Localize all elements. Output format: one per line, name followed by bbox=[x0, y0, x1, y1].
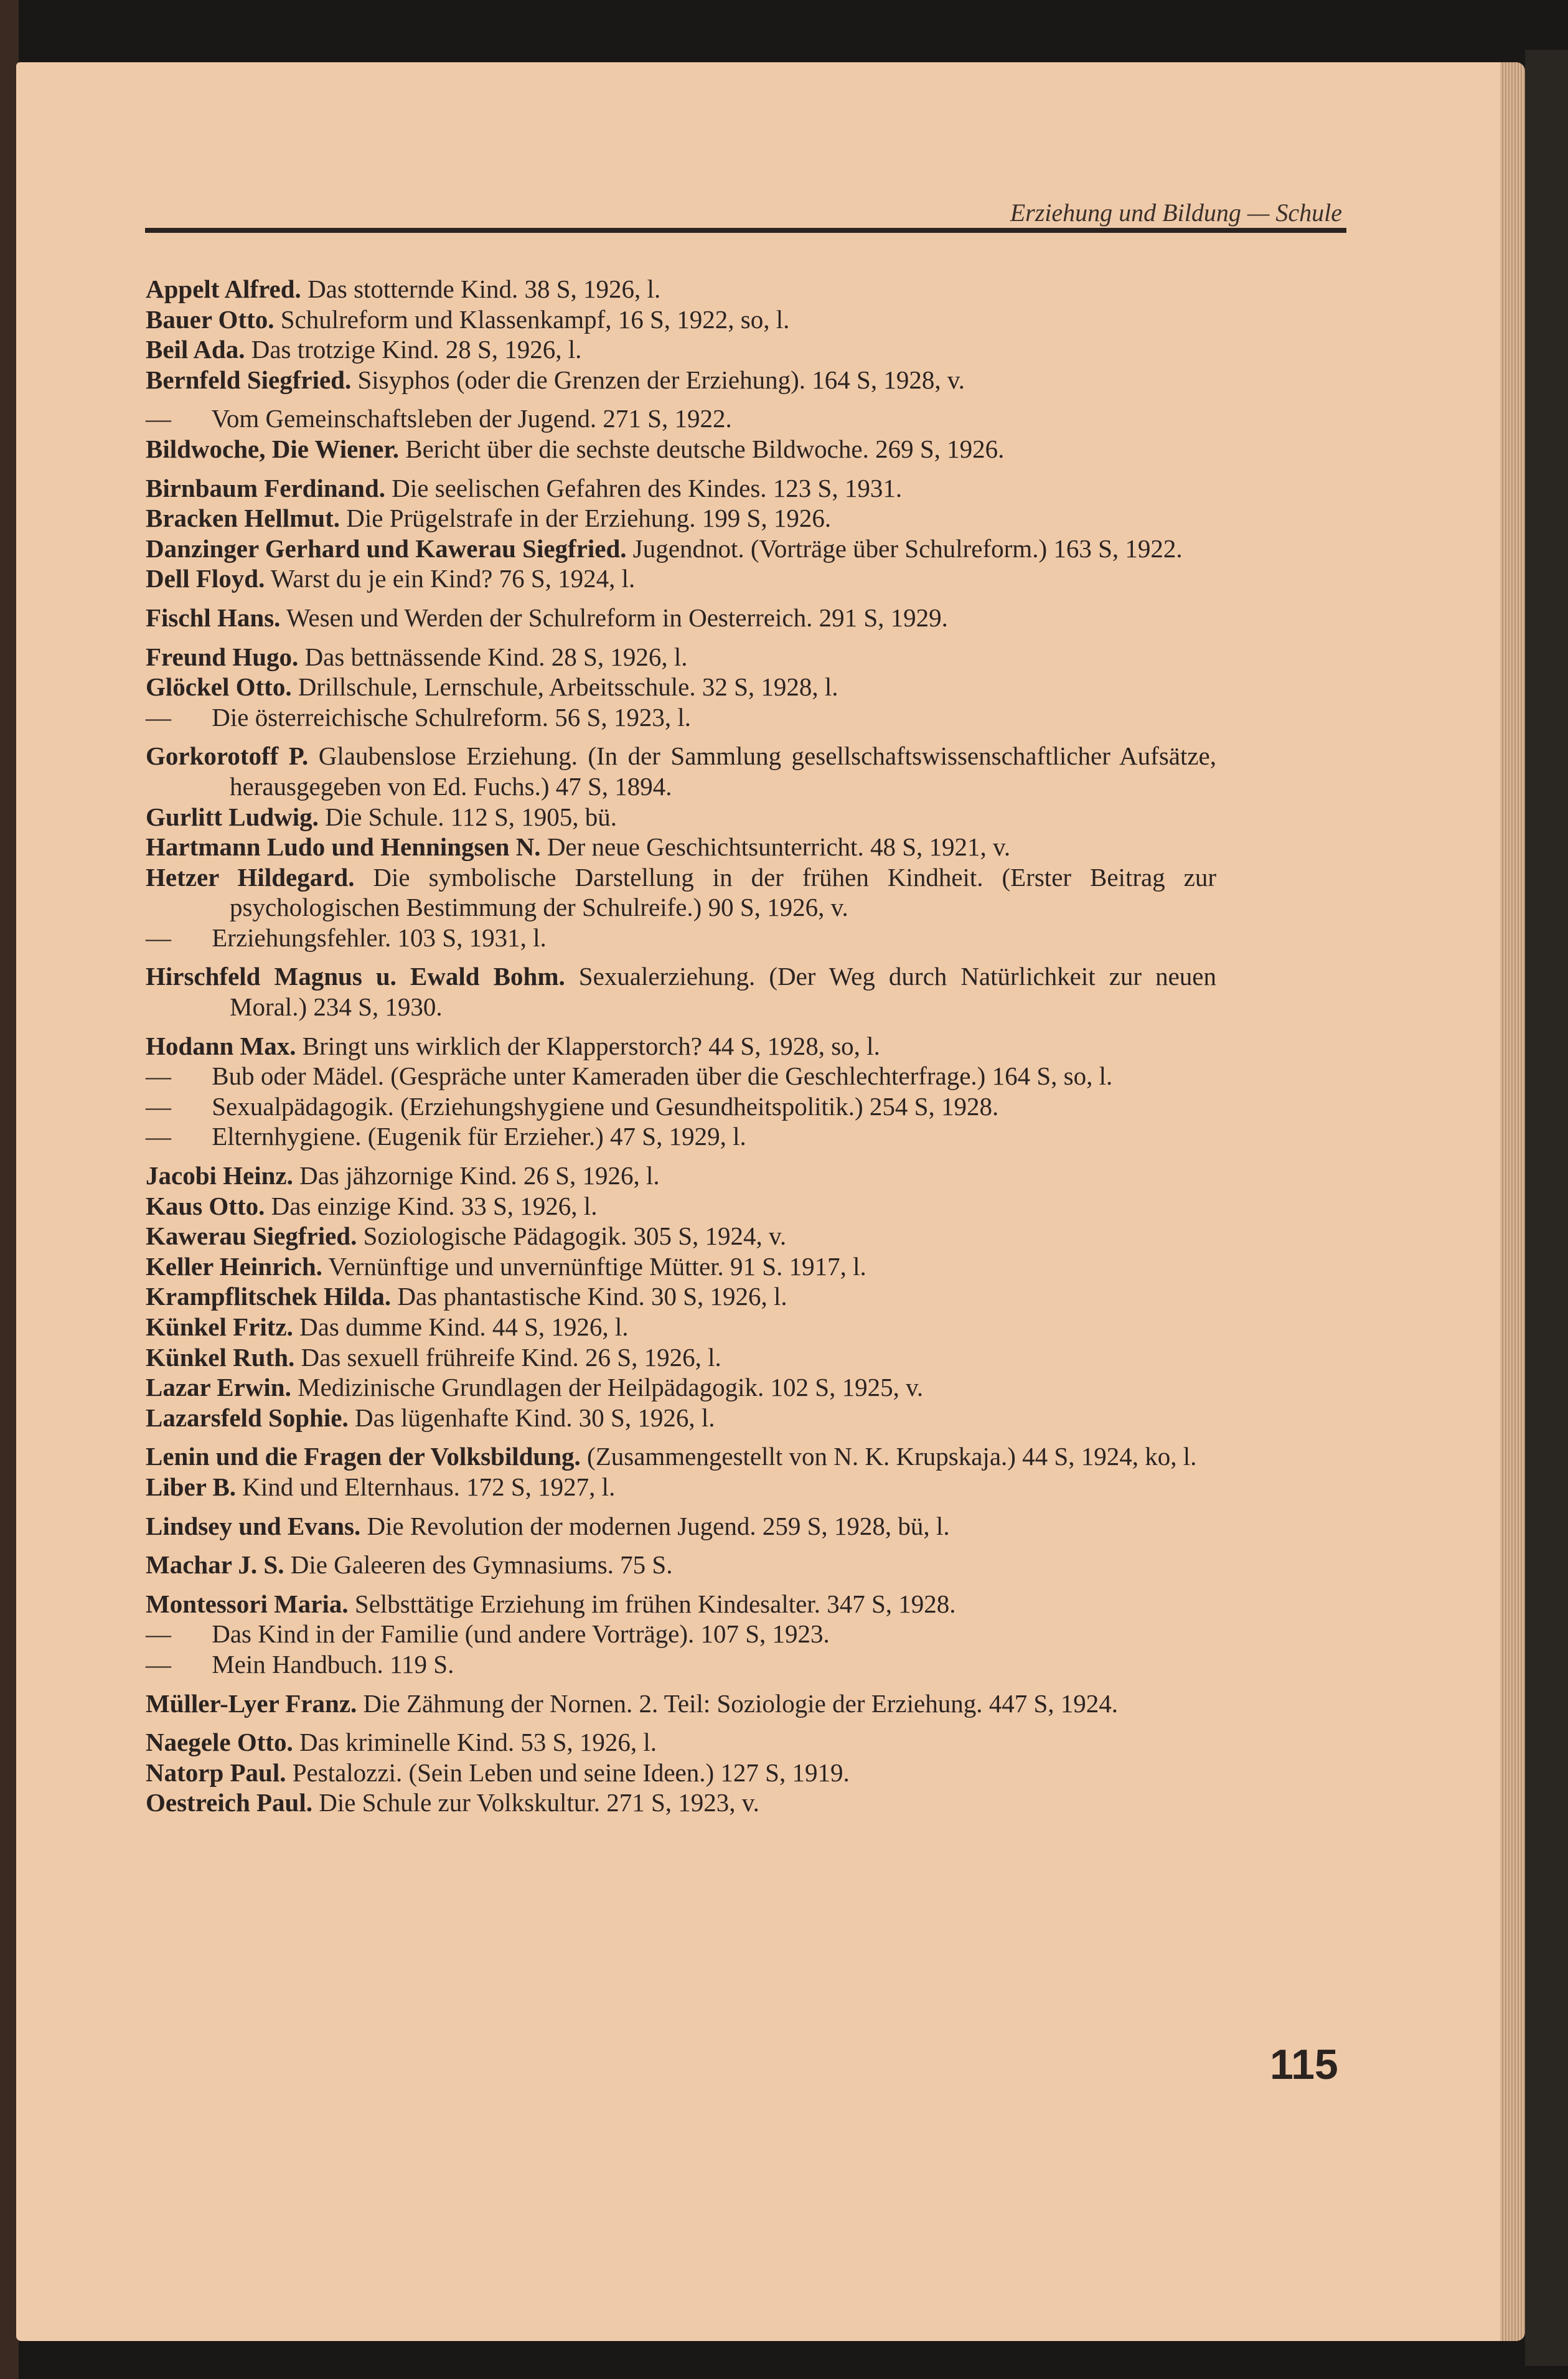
entry-text: Elternhygiene. (Eugenik für Erzieher.) 47 S, 1929, l. bbox=[212, 1122, 746, 1151]
entry-text: Die Revolution der modernen Jugend. 259 S, 1928, bü, l. bbox=[367, 1511, 950, 1540]
entry-author: Fischl Hans. bbox=[146, 603, 281, 632]
entry-text: Bringt uns wirklich der Klapperstorch? 44 S, 1928, so, l. bbox=[302, 1031, 880, 1060]
entry-text: Die österreichische Schulreform. 56 S, 1923, l. bbox=[212, 702, 691, 732]
entry-text: Das trotzige Kind. 28 S, 1926, l. bbox=[251, 335, 582, 364]
entry-text: Pestalozzi. (Sein Leben und seine Ideen.) 127 S, 1919. bbox=[292, 1758, 850, 1787]
bibliography-entry bbox=[146, 923, 1216, 953]
bibliography-entry bbox=[146, 1758, 1216, 1788]
entry-text: Glaubenslose Erziehung. (In der Sammlung gesellschaftswissenschaftlicher Aufsätze, herausgegeben von Ed. Fuchs.) 47 S, 1894. bbox=[230, 742, 1217, 801]
entry-text: Sexualerziehung. (Der Weg durch Natürlichkeit zur neuen Moral.) 234 S, 1930. bbox=[230, 962, 1216, 1022]
bibliography-entry bbox=[146, 1550, 1216, 1580]
entry-author: Dell Floyd. bbox=[146, 564, 265, 593]
entry-text: Vom Gemeinschaftsleben der Jugend. 271 S, 1922. bbox=[211, 404, 732, 433]
entry-author: Natorp Paul. bbox=[146, 1758, 286, 1787]
entry-author: Müller-Lyer Franz. bbox=[146, 1689, 357, 1718]
entry-text: Die symbolische Darstellung in der frühen Kindheit. (Erster Beitrag zur psychologischen Bestimmung der Schulreife.) 90 S, 1926, v. bbox=[230, 862, 1216, 922]
bibliography-entry bbox=[146, 1281, 1216, 1312]
entry-text: Drillschule, Lernschule, Arbeitsschule. 32 S, 1928, l. bbox=[298, 672, 838, 702]
entry-text: Das jähzornige Kind. 26 S, 1926, l. bbox=[299, 1161, 660, 1190]
entry-text: Mein Handbuch. 119 S. bbox=[212, 1649, 454, 1679]
entry-author: Bernfeld Siegfried. bbox=[146, 365, 352, 394]
repeat-author-dash: — bbox=[146, 1649, 171, 1679]
bibliography-entry bbox=[146, 1312, 1216, 1342]
bibliography-entry bbox=[146, 274, 1216, 304]
bibliography-entry bbox=[146, 563, 1216, 594]
entry-author: Machar J. S. bbox=[146, 1550, 284, 1580]
header-rule bbox=[145, 228, 1346, 233]
entry-text: Schulreform und Klassenkampf, 16 S, 1922, so, l. bbox=[280, 304, 790, 334]
bibliography-entry bbox=[146, 1403, 1216, 1433]
entry-author: Liber B. bbox=[146, 1472, 237, 1501]
bibliography-entry bbox=[146, 832, 1216, 862]
bibliography-entry bbox=[146, 1511, 1216, 1542]
entry-text: Der neue Geschichtsunterricht. 48 S, 1921, v. bbox=[547, 832, 1011, 862]
repeat-author-dash: — bbox=[146, 702, 171, 732]
entry-author: Lazar Erwin. bbox=[146, 1373, 291, 1402]
bibliography-entry bbox=[146, 304, 1216, 335]
bibliography-entry bbox=[146, 1727, 1216, 1758]
entry-author: Kaus Otto. bbox=[146, 1191, 265, 1220]
entry-text: Sisyphos (oder die Grenzen der Erziehung). 164 S, 1928, v. bbox=[357, 365, 965, 394]
entry-author: Krampflitschek Hilda. bbox=[146, 1282, 392, 1311]
bibliography-entry bbox=[146, 534, 1216, 564]
bibliography-entry bbox=[146, 603, 1216, 633]
entry-author: Keller Heinrich. bbox=[146, 1251, 322, 1281]
entry-text: Erziehungsfehler. 103 S, 1931, l. bbox=[212, 923, 547, 952]
repeat-author-dash: — bbox=[146, 1062, 171, 1091]
bibliography-entry bbox=[146, 1251, 1216, 1282]
bibliography-entry bbox=[146, 334, 1216, 365]
bibliography-entry bbox=[146, 1788, 1216, 1818]
entry-text: Sexualpädagogik. (Erziehungshygiene und Gesundheitspolitik.) 254 S, 1928. bbox=[212, 1091, 999, 1121]
bibliography-entry bbox=[146, 1031, 1216, 1062]
entry-author: Beil Ada. bbox=[146, 335, 245, 364]
entry-author: Kawerau Siegfried. bbox=[146, 1222, 357, 1251]
entry-author: Jacobi Heinz. bbox=[146, 1161, 293, 1190]
entry-author: Lazarsfeld Sophie. bbox=[146, 1403, 349, 1432]
entry-text: Die Schule. 112 S, 1905, bü. bbox=[325, 802, 617, 831]
bibliography-entry bbox=[146, 702, 1216, 733]
bibliography-entry bbox=[146, 365, 1216, 395]
entry-text: Bericht über die sechste deutsche Bildwoche. 269 S, 1926. bbox=[405, 434, 1005, 463]
entry-text: Wesen und Werden der Schulreform in Oesterreich. 291 S, 1929. bbox=[286, 603, 948, 632]
entry-author: Lenin und die Fragen der Volksbildung. bbox=[146, 1442, 581, 1471]
entry-text: Das stotternde Kind. 38 S, 1926, l. bbox=[307, 275, 661, 303]
bibliography-entry bbox=[146, 642, 1216, 672]
bibliography-entry bbox=[146, 741, 1216, 801]
entry-text: Das Kind in der Familie (und andere Vorträge). 107 S, 1923. bbox=[212, 1619, 830, 1649]
entry-text: Soziologische Pädagogik. 305 S, 1924, v. bbox=[363, 1222, 787, 1251]
entry-text: Selbsttätige Erziehung im frühen Kindesalter. 347 S, 1928. bbox=[354, 1589, 956, 1618]
book-cover-edge bbox=[1525, 50, 1568, 2366]
entry-text: Das einzige Kind. 33 S, 1926, l. bbox=[271, 1191, 598, 1220]
entry-author: Naegele Otto. bbox=[146, 1728, 293, 1757]
entry-author: Künkel Ruth. bbox=[146, 1342, 295, 1372]
entry-text: Die Galeeren des Gymnasiums. 75 S. bbox=[290, 1550, 673, 1580]
bibliography-entry bbox=[146, 1121, 1216, 1152]
bibliography-entry bbox=[146, 1061, 1216, 1091]
entry-author: Hodann Max. bbox=[146, 1031, 296, 1060]
entry-text: Die Schule zur Volkskultur. 271 S, 1923, v. bbox=[319, 1788, 759, 1817]
repeat-author-dash: — bbox=[146, 404, 171, 433]
bibliography-entry bbox=[146, 1221, 1216, 1251]
entry-text: Das bettnässende Kind. 28 S, 1926, l. bbox=[304, 642, 688, 671]
entry-text: Jugendnot. (Vorträge über Schulreform.) 163 S, 1922. bbox=[632, 534, 1183, 563]
entry-author: Bauer Otto. bbox=[146, 304, 275, 334]
bibliography-entry bbox=[146, 862, 1216, 923]
entry-text: Das kriminelle Kind. 53 S, 1926, l. bbox=[299, 1728, 657, 1757]
entry-text: Die seelischen Gefahren des Kindes. 123 S, 1931. bbox=[392, 473, 903, 502]
repeat-author-dash: — bbox=[146, 1122, 171, 1151]
entry-text: (Zusammengestellt von N. K. Krupskaja.) 44 S, 1924, ko, l. bbox=[587, 1442, 1197, 1471]
entry-author: Gorkorotoff P. bbox=[146, 742, 309, 771]
bibliography-entry bbox=[146, 1472, 1216, 1502]
entry-author: Hartmann Ludo und Henningsen N. bbox=[146, 832, 541, 862]
entry-text: Die Prügelstrafe in der Erziehung. 199 S, 1926. bbox=[346, 504, 832, 533]
bibliography-entry bbox=[146, 1649, 1216, 1680]
entry-author: Hirschfeld Magnus u. Ewald Bohm. bbox=[146, 962, 565, 991]
bibliography-entry bbox=[146, 1091, 1216, 1122]
bibliography-list bbox=[146, 274, 1216, 1818]
entry-text: Die Zähmung der Nornen. 2. Teil: Soziologie der Erziehung. 447 S, 1924. bbox=[363, 1689, 1119, 1718]
entry-text: Das sexuell frühreife Kind. 26 S, 1926, l. bbox=[301, 1342, 721, 1372]
entry-text: Vernünftige und unvernünftige Mütter. 91 S. 1917, l. bbox=[328, 1251, 866, 1281]
entry-author: Freund Hugo. bbox=[146, 642, 299, 671]
repeat-author-dash: — bbox=[146, 1619, 171, 1649]
entry-text: Kind und Elternhaus. 172 S, 1927, l. bbox=[242, 1472, 616, 1501]
bibliography-entry bbox=[146, 473, 1216, 504]
bibliography-entry bbox=[146, 503, 1216, 534]
entry-author: Montessori Maria. bbox=[146, 1589, 349, 1618]
bibliography-entry bbox=[146, 1619, 1216, 1649]
entry-text: Das phantastische Kind. 30 S, 1926, l. bbox=[397, 1282, 787, 1311]
bibliography-entry bbox=[146, 802, 1216, 832]
bibliography-entry bbox=[146, 672, 1216, 702]
entry-author: Bracken Hellmut. bbox=[146, 504, 340, 533]
bibliography-entry bbox=[146, 1689, 1216, 1719]
bibliography-entry bbox=[146, 1161, 1216, 1191]
bibliography-entry bbox=[146, 1191, 1216, 1222]
entry-author: Danzinger Gerhard und Kawerau Siegfried. bbox=[146, 534, 627, 563]
page-number: 115 bbox=[1270, 2041, 1338, 2088]
entry-author: Oestreich Paul. bbox=[146, 1788, 312, 1817]
entry-author: Gurlitt Ludwig. bbox=[146, 802, 319, 831]
entry-text: Das lügenhafte Kind. 30 S, 1926, l. bbox=[355, 1403, 715, 1432]
entry-author: Künkel Fritz. bbox=[146, 1312, 293, 1341]
page-edges bbox=[1500, 62, 1525, 2341]
bibliography-entry bbox=[146, 1342, 1216, 1373]
entry-text: Bub oder Mädel. (Gespräche unter Kameraden über die Geschlechterfrage.) 164 S, so, l. bbox=[212, 1062, 1113, 1091]
bibliography-entry bbox=[146, 403, 1216, 434]
repeat-author-dash: — bbox=[146, 923, 171, 952]
running-head: Erziehung und Bildung — Schule bbox=[1010, 199, 1342, 227]
entry-author: Lindsey und Evans. bbox=[146, 1511, 361, 1540]
repeat-author-dash: — bbox=[146, 1091, 171, 1121]
bibliography-entry bbox=[146, 1372, 1216, 1403]
entry-author: Hetzer Hildegard. bbox=[146, 862, 355, 892]
entry-text: Das dumme Kind. 44 S, 1926, l. bbox=[299, 1312, 629, 1341]
entry-text: Warst du je ein Kind? 76 S, 1924, l. bbox=[270, 564, 636, 593]
entry-author: Bildwoche, Die Wiener. bbox=[146, 434, 399, 463]
entry-author: Glöckel Otto. bbox=[146, 672, 292, 702]
bibliography-entry bbox=[146, 1441, 1216, 1472]
entry-author: Birnbaum Ferdinand. bbox=[146, 473, 386, 502]
bibliography-entry bbox=[146, 434, 1216, 464]
entry-text: Medizinische Grundlagen der Heilpädagogik. 102 S, 1925, v. bbox=[298, 1373, 924, 1402]
entry-author: Appelt Alfred. bbox=[146, 275, 301, 303]
bibliography-entry bbox=[146, 961, 1216, 1022]
bibliography-entry bbox=[146, 1589, 1216, 1619]
